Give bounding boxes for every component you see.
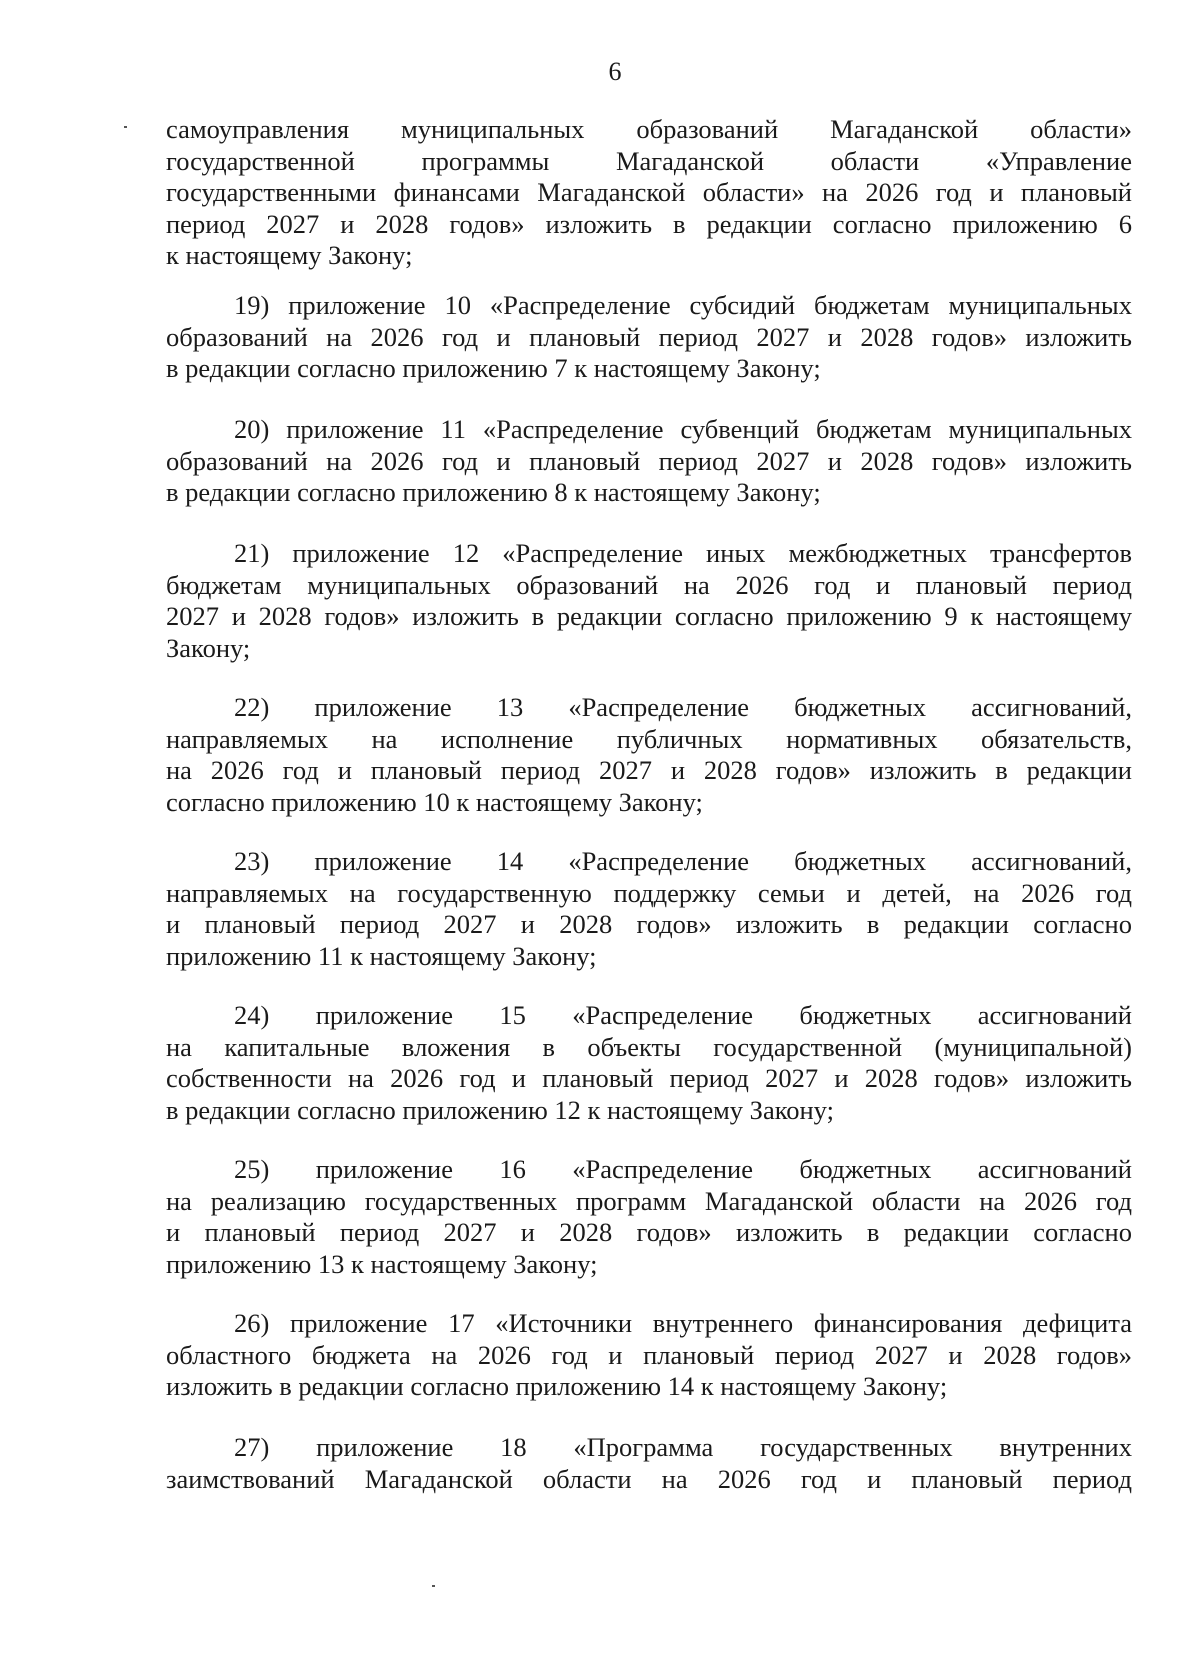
paragraph-item-25 — [166, 1154, 1132, 1280]
text-line: 20) приложение 11 «Распределение субвенций бюджетам муниципальных — [234, 414, 1132, 444]
text-line: собственности на 2026 год и плановый период 2027 и 2028 годов» изложить — [166, 1063, 1132, 1094]
paragraph-item-27 — [166, 1432, 1132, 1495]
text-line: 24) приложение 15 «Распределение бюджетных ассигнований — [234, 1000, 1132, 1030]
text-line: областного бюджета на 2026 год и плановый период 2027 и 2028 годов» — [166, 1339, 1132, 1370]
paragraph-item-23 — [166, 846, 1132, 972]
text-line: и плановый период 2027 и 2028 годов» изложить в редакции согласно — [166, 909, 1132, 940]
paragraph-item-20 — [166, 414, 1132, 509]
text-line: самоуправления муниципальных образований Магаданской области» — [166, 114, 1132, 144]
text-line: 26) приложение 17 «Источники внутреннего финансирования дефицита — [234, 1308, 1132, 1338]
text-line: направляемых на исполнение публичных нормативных обязательств, — [166, 723, 1132, 754]
text-line: приложению 11 к настоящему Закону; — [166, 940, 597, 971]
text-line: образований на 2026 год и плановый период 2027 и 2028 годов» изложить — [166, 445, 1132, 476]
text-line: 19) приложение 10 «Распределение субсидий бюджетам муниципальных — [234, 290, 1132, 320]
text-line: государственной программы Магаданской области «Управление — [166, 145, 1132, 176]
text-line: 23) приложение 14 «Распределение бюджетных ассигнований, — [234, 846, 1132, 876]
text-line: заимствований Магаданской области на 2026 год и плановый период — [166, 1463, 1132, 1494]
paragraph-item-21 — [166, 538, 1132, 664]
text-line: приложению 13 к настоящему Закону; — [166, 1248, 598, 1279]
text-line: 2027 и 2028 годов» изложить в редакции согласно приложению 9 к настоящему — [166, 601, 1132, 632]
text-line: в редакции согласно приложению 8 к настоящему Закону; — [166, 477, 821, 508]
text-line: 21) приложение 12 «Распределение иных межбюджетных трансфертов — [234, 538, 1132, 568]
paragraph-item-24 — [166, 1000, 1132, 1126]
text-line: период 2027 и 2028 годов» изложить в редакции согласно приложению 6 — [166, 208, 1132, 239]
text-line: на 2026 год и плановый период 2027 и 2028 годов» изложить в редакции — [166, 755, 1132, 786]
text-line: согласно приложению 10 к настоящему Закону; — [166, 786, 703, 817]
paragraph-item-26 — [166, 1308, 1132, 1403]
page-number: 6 — [608, 57, 622, 86]
text-line: 22) приложение 13 «Распределение бюджетных ассигнований, — [234, 692, 1132, 722]
text-line: и плановый период 2027 и 2028 годов» изложить в редакции согласно — [166, 1217, 1132, 1248]
text-line: в редакции согласно приложению 7 к настоящему Закону; — [166, 353, 821, 384]
paragraph-continuation — [166, 114, 1132, 272]
paragraph-item-19 — [166, 290, 1132, 385]
text-line: образований на 2026 год и плановый период 2027 и 2028 годов» изложить — [166, 321, 1132, 352]
text-line: к настоящему Закону; — [166, 240, 413, 271]
text-line: направляемых на государственную поддержку семьи и детей, на 2026 год — [166, 877, 1132, 908]
text-line: государственными финансами Магаданской области» на 2026 год и плановый — [166, 177, 1132, 208]
scan-speck — [432, 1585, 435, 1587]
scan-speck — [124, 126, 127, 128]
text-line: Закону; — [166, 632, 251, 663]
text-line: на реализацию государственных программ Магаданской области на 2026 год — [166, 1185, 1132, 1216]
text-line: 25) приложение 16 «Распределение бюджетных ассигнований — [234, 1154, 1132, 1184]
text-line: 27) приложение 18 «Программа государственных внутренних — [234, 1432, 1132, 1462]
text-line: на капитальные вложения в объекты государственной (муниципальной) — [166, 1031, 1132, 1062]
paragraph-item-22 — [166, 692, 1132, 818]
text-line: изложить в редакции согласно приложению 14 к настоящему Закону; — [166, 1371, 948, 1402]
text-line: бюджетам муниципальных образований на 2026 год и плановый период — [166, 569, 1132, 600]
text-line: в редакции согласно приложению 12 к настоящему Закону; — [166, 1094, 834, 1125]
